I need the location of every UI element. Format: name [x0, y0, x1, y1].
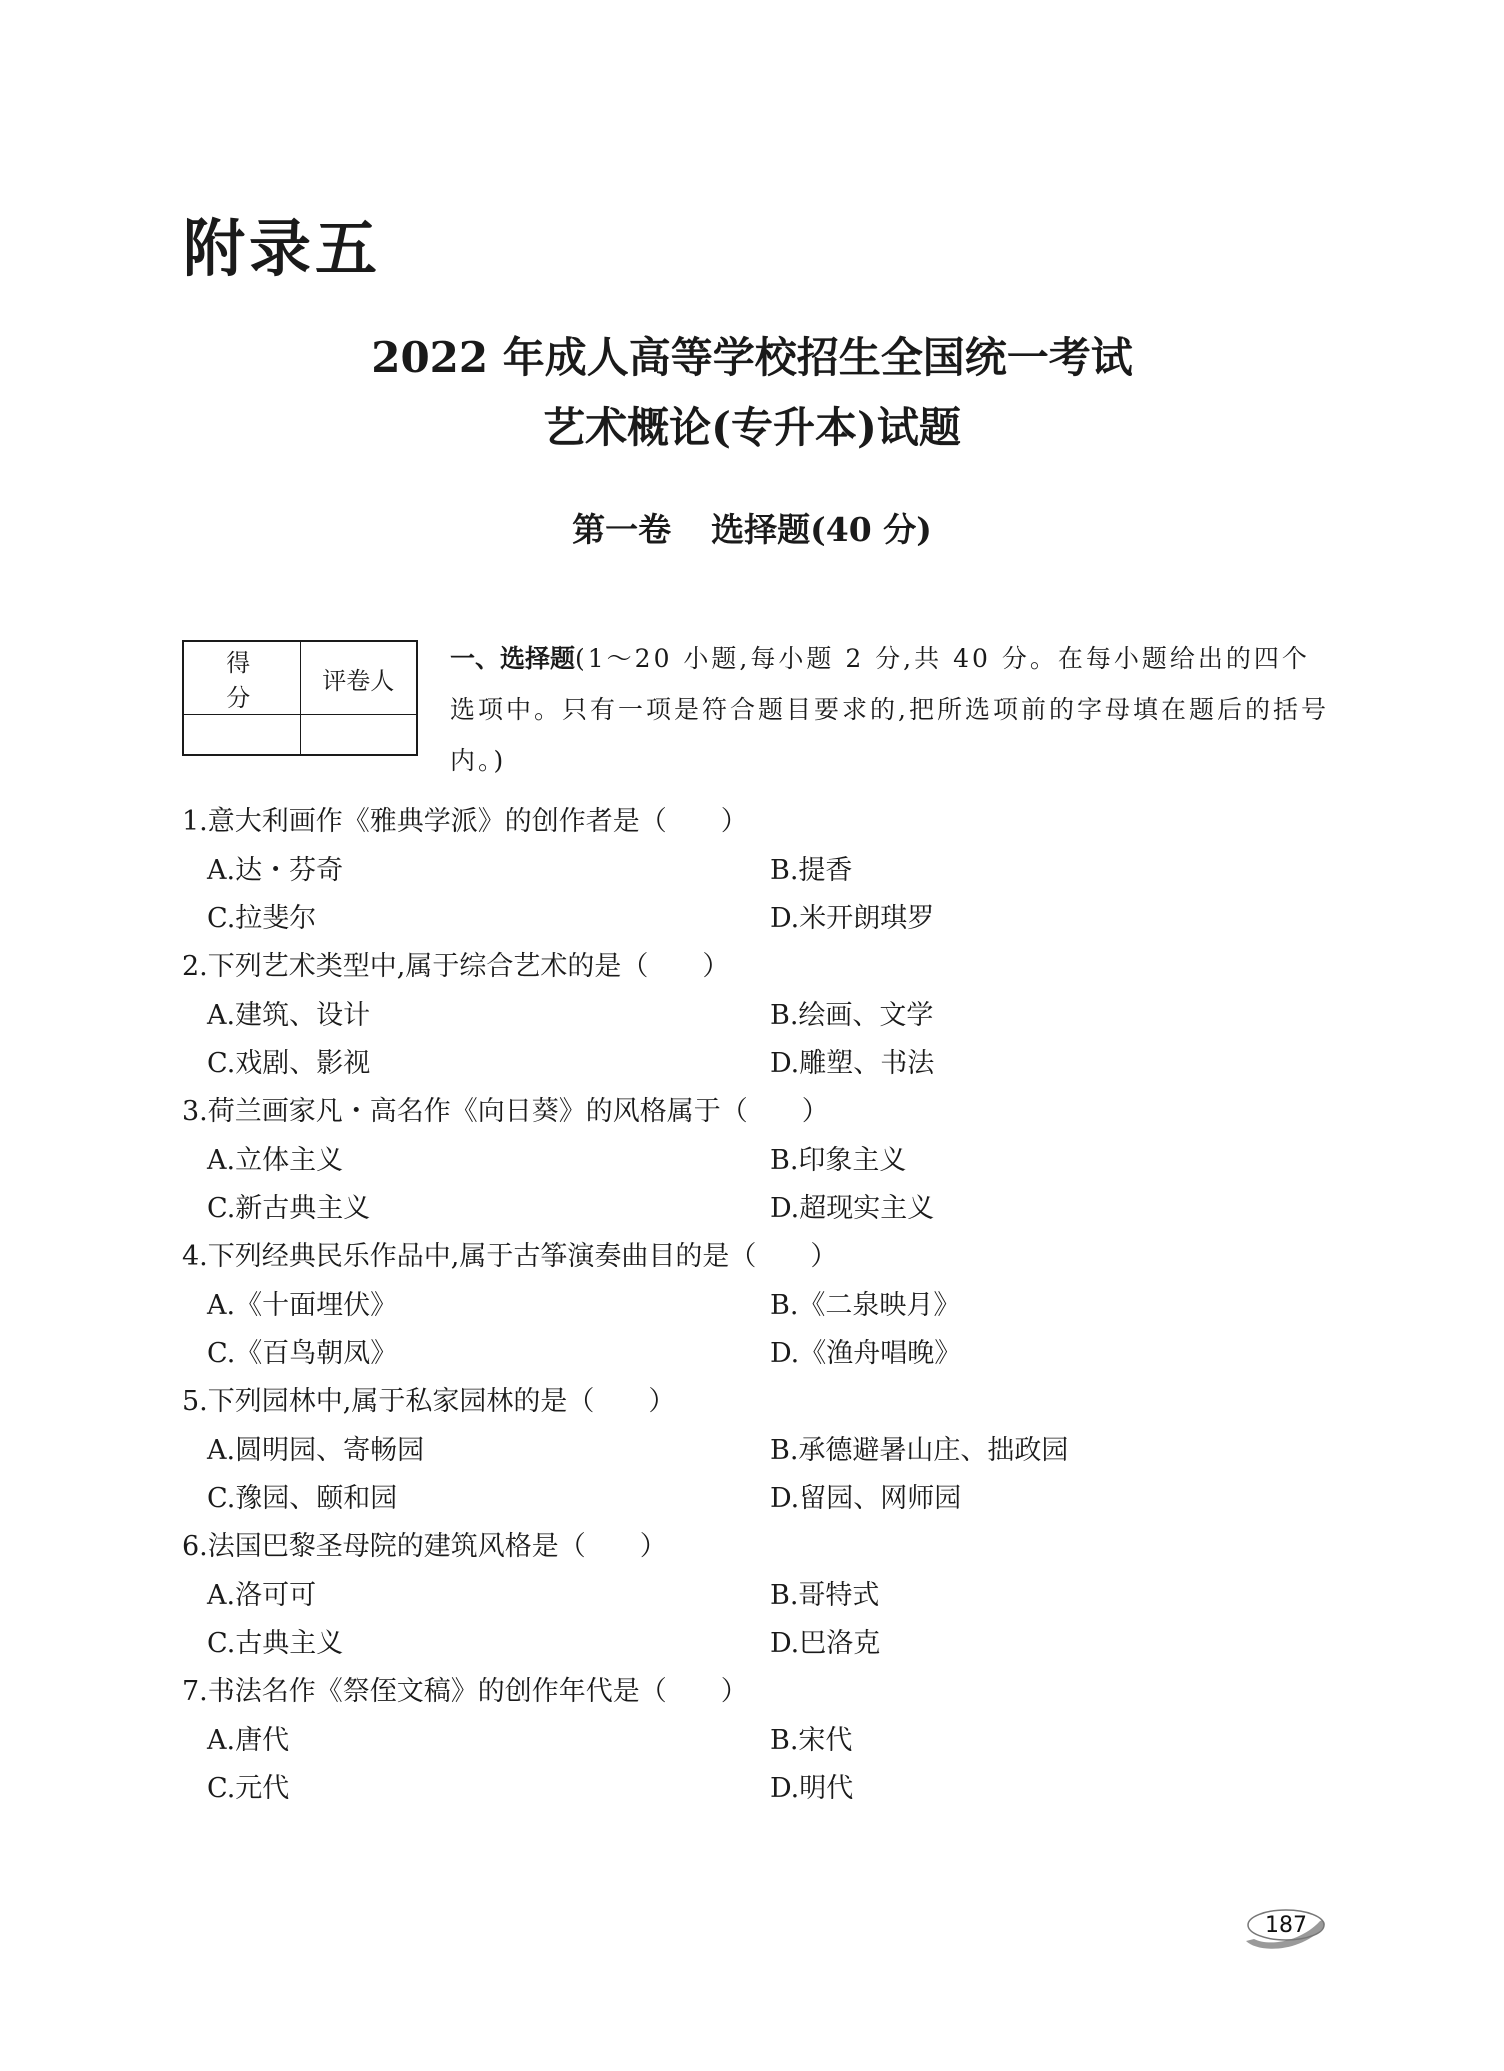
option-d: D.巴洛克: [770, 1628, 881, 1659]
option-d: D.《渔舟唱晚》: [770, 1338, 962, 1369]
option-c: C.元代: [207, 1773, 290, 1804]
option-c: C.戏剧、影视: [207, 1048, 371, 1079]
exam-title-line1: 2022 年成人高等学校招生全国统一考试: [371, 333, 1133, 382]
grader-label: 评卷人: [300, 641, 417, 715]
question-stem: 4.下列经典民乐作品中,属于古筝演奏曲目的是（ ）: [182, 1241, 838, 1272]
grader-cell: [300, 715, 417, 756]
option-c: C.新古典主义: [207, 1193, 371, 1224]
question-stem: 1.意大利画作《雅典学派》的创作者是（ ）: [182, 806, 748, 837]
option-d: D.明代: [770, 1773, 854, 1804]
option-c: C.拉斐尔: [207, 903, 317, 934]
exam-title-line2: 艺术概论(专升本)试题: [543, 403, 961, 452]
option-c: C.《百鸟朝凤》: [207, 1338, 398, 1369]
option-b: B.印象主义: [770, 1145, 907, 1176]
question-stem: 5.下列园林中,属于私家园林的是（ ）: [182, 1386, 676, 1417]
score-cell: [183, 715, 300, 756]
option-c: C.豫园、颐和园: [207, 1483, 398, 1514]
option-b: B.宋代: [770, 1725, 853, 1756]
option-a: A.圆明园、寄畅园: [207, 1435, 425, 1466]
question-stem: 7.书法名作《祭侄文稿》的创作年代是（ ）: [182, 1676, 748, 1707]
option-a: A.《十面埋伏》: [207, 1290, 398, 1321]
option-b: B.绘画、文学: [770, 1000, 934, 1031]
option-d: D.雕塑、书法: [770, 1048, 935, 1079]
instructions-text: (1～20 小题,每小题 2 分,共 40 分。在每小题给出的四个选项中。只有一项是符合题目要求的,把所选项前的字母填在题后的括号内。): [450, 644, 1329, 775]
question-stem: 2.下列艺术类型中,属于综合艺术的是（ ）: [182, 951, 730, 982]
option-a: A.洛可可: [207, 1580, 317, 1611]
page-number: 187: [1265, 1913, 1307, 1938]
option-b: B.提香: [770, 855, 853, 886]
score-box: [182, 640, 418, 756]
section-heading: [0, 510, 1504, 550]
option-d: D.超现实主义: [770, 1193, 935, 1224]
question-stem: 6.法国巴黎圣母院的建筑风格是（ ）: [182, 1531, 667, 1562]
section-instructions: [450, 633, 1335, 786]
section-part: 第一卷: [572, 510, 672, 549]
option-a: A.立体主义: [207, 1145, 344, 1176]
appendix-heading: 附录五: [183, 212, 382, 285]
section-name: 选择题(40 分): [711, 510, 932, 549]
question-stem: 3.荷兰画家凡・高名作《向日葵》的风格属于（ ）: [182, 1096, 829, 1127]
option-a: A.达・芬奇: [207, 855, 344, 886]
option-d: D.留园、网师园: [770, 1483, 962, 1514]
page-number-badge: [1240, 1903, 1330, 1953]
score-label: 得 分: [183, 641, 300, 715]
option-a: A.唐代: [207, 1725, 290, 1756]
option-c: C.古典主义: [207, 1628, 344, 1659]
option-b: B.哥特式: [770, 1580, 880, 1611]
option-a: A.建筑、设计: [207, 1000, 371, 1031]
option-b: B.《二泉映月》: [770, 1290, 961, 1321]
option-b: B.承德避暑山庄、拙政园: [770, 1435, 1069, 1466]
instructions-lead: 一、选择题: [450, 644, 576, 673]
option-d: D.米开朗琪罗: [770, 903, 935, 934]
